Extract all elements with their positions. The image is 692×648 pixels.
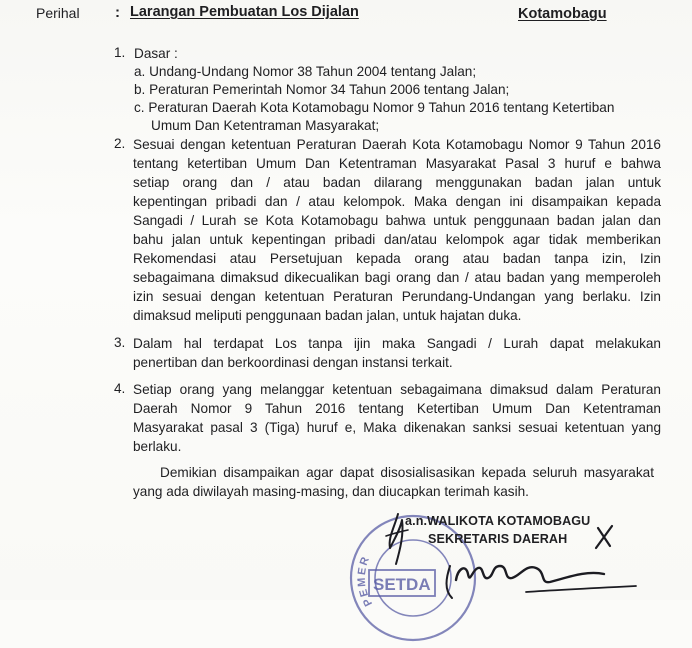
item-text-line: Sesuai dengan ketentuan Peraturan Daerah Kota Kotamobagu Nomor 9 Tahun 2016: [133, 137, 661, 152]
item-number: 4.: [114, 381, 126, 396]
closing-line: Demikian disampaikan agar dapat disosialisasikan kepada seluruh masyarakat: [160, 465, 654, 480]
item-text-line: Dalam hal terdapat Los tanpa ijin maka Sangadi / Lurah dapat melakukan: [133, 336, 661, 351]
subject-title: Larangan Pembuatan Los Dijalan: [130, 4, 359, 20]
subject-colon: :: [115, 4, 120, 21]
item-number: 1.: [114, 45, 126, 60]
item-text-line: izin sesuai dengan ketentuan Peraturan Perundang-Undangan yang berlaku. Izin: [133, 289, 661, 304]
item-text-line: penertiban dan berkoordinasi dengan instansi terkait.: [133, 355, 453, 370]
item-text-line: Setiap orang yang melanggar ketentuan sebagaimana dimaksud dalam Peraturan: [133, 382, 661, 397]
subject-label: Perihal: [36, 5, 80, 21]
item-text-line: kepentingan pribadi dan / atau kelompok. Maka dengan ini disampaikan kepada: [133, 194, 661, 209]
closing-line: yang ada diwilayah masing-masing, dan diucapkan terimah kasih.: [133, 484, 529, 499]
item-text-line: dimaksud meliputi penggunaan badan jalan, untuk hajatan duka.: [133, 308, 522, 323]
item-number: 3.: [114, 335, 126, 350]
signatory-title: a.n.WALIKOTA KOTAMOBAGU: [405, 514, 591, 528]
handwritten-signature: [386, 508, 686, 600]
item-text-line: tentang ketertiban Umum Dan Ketentraman Masyarakat Pasal 3 huruf e bahwa: [133, 156, 661, 171]
item-number: 2.: [114, 136, 126, 151]
stamp-ring-text: PEMER: [355, 553, 376, 609]
item-text-line: Masyarakat pasal 3 (Tiga) huruf e, Maka dikenakan sanksi sesuai ketentuan yang: [133, 420, 661, 435]
letter-place: Kotamobagu: [518, 6, 607, 22]
item-text-line: bahu jalan untuk kepentingan pribadi dan/atau kelompok agar tidak memberikan: [133, 232, 661, 247]
item-text-line: setiap orang dan / atau badan dilarang menggunakan badan jalan untuk: [133, 175, 661, 190]
item-text-line: Rekomendasi atau Persetujuan kepada orang atau badan tanpa izin, Izin: [133, 251, 661, 266]
item-text-line: Dasar :: [134, 46, 178, 61]
sub-item-line: c. Peraturan Daerah Kota Kotamobagu Nomor 9 Tahun 2016 tentang Ketertiban: [134, 100, 615, 115]
item-text-line: Sangadi / Lurah se Kota Kotamobagu bahwa untuk penggunaan badan jalan dan: [133, 213, 661, 228]
stamp-center-text: SETDA: [373, 575, 431, 594]
signatory-position: SEKRETARIS DAERAH: [428, 532, 568, 546]
sub-item-line: a. Undang-Undang Nomor 38 Tahun 2004 tentang Jalan;: [134, 64, 477, 79]
item-text-line: berlaku.: [133, 439, 182, 454]
item-text-line: sebagaimana dimaksud dikecualikan bagi orang dan / atau badan yang memperoleh: [133, 270, 661, 285]
item-text-line: Daerah Nomor 9 Tahun 2016 tentang Ketertiban Umum Dan Ketentraman: [133, 401, 661, 416]
sub-item-line: Umum Dan Ketentraman Masyarakat;: [151, 118, 380, 133]
sub-item-line: b. Peraturan Pemerintah Nomor 34 Tahun 2006 tentang Jalan;: [134, 82, 510, 97]
